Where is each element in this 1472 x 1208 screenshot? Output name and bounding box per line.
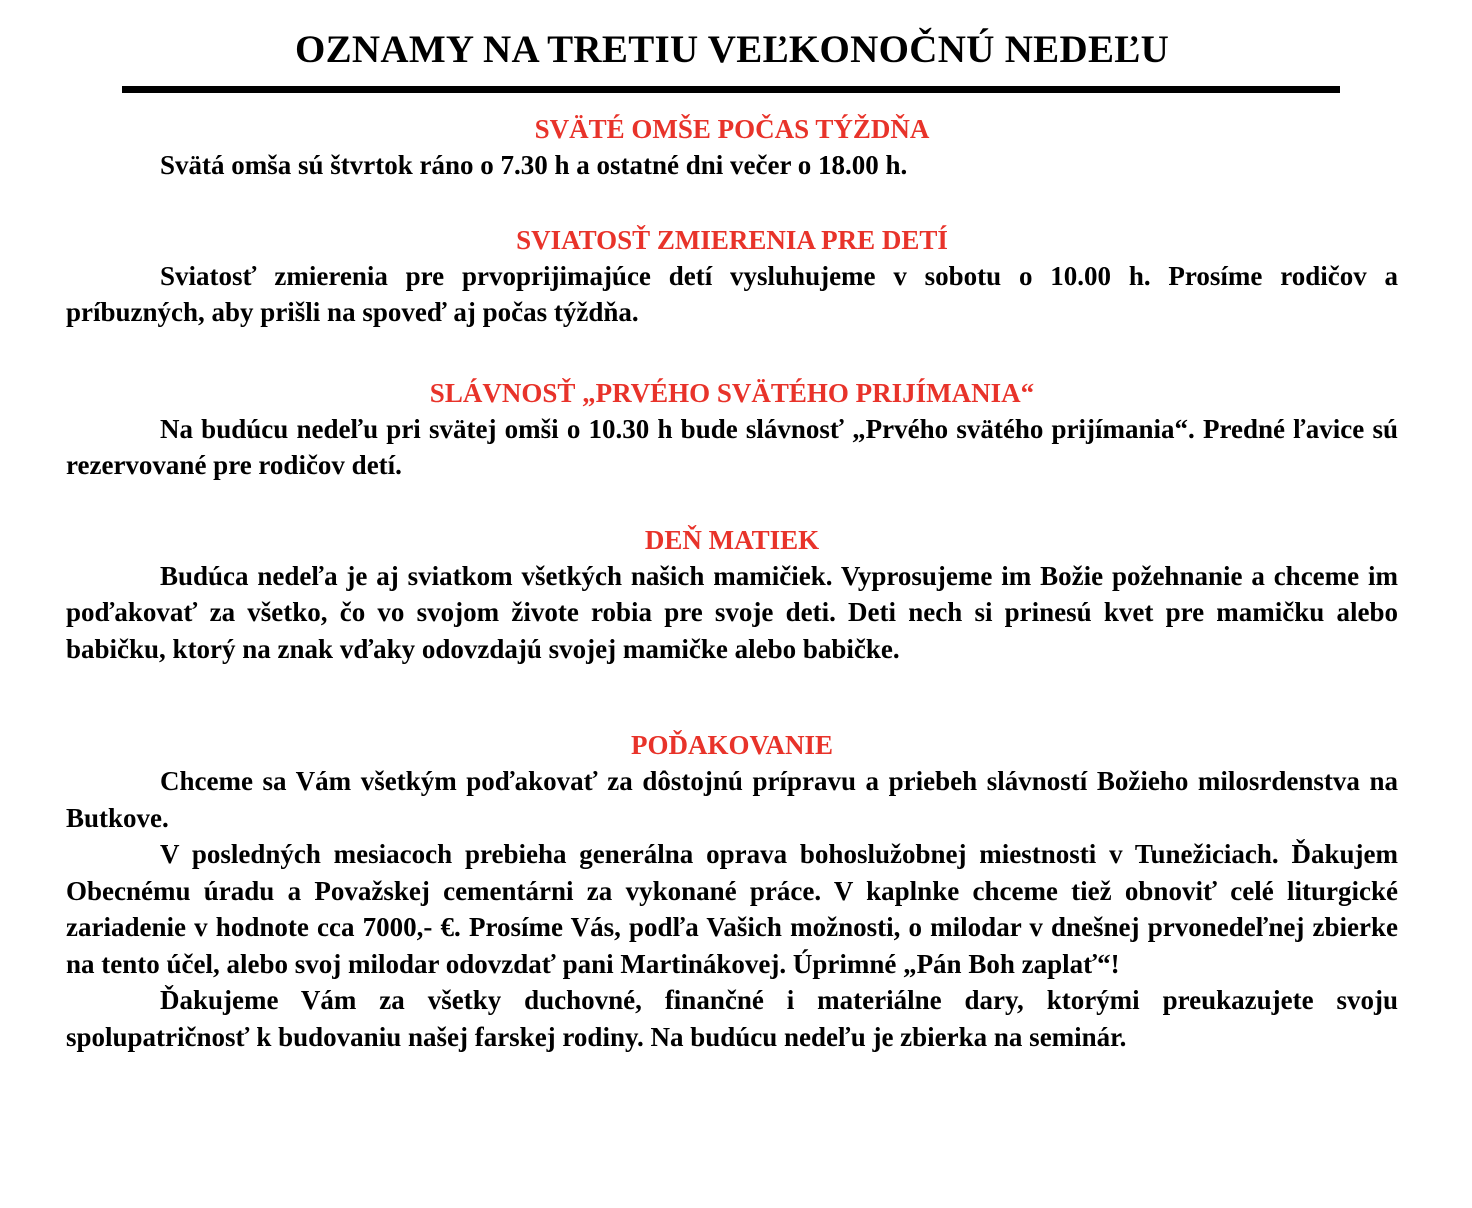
page-title: OZNAMY NA TRETIU VEĽKONOČNÚ NEDEĽU — [294, 28, 1170, 71]
section-mothers-day — [66, 522, 1398, 668]
section-heading-confession: SVIATOSŤ ZMIERENIA PRE DETÍ — [516, 224, 948, 255]
section-masses — [66, 111, 1398, 184]
title-divider — [122, 86, 1340, 93]
section-confession — [66, 222, 1398, 331]
paragraph-thanks-renovation: V posledných mesiacoch prebieha generálna oprava bohoslužobnej miestnosti v Tunežiciach. Ďakujem Obecnému úradu a Považskej cementárni za vykonané práce. V kaplnke chceme tiež obnoviť celé liturgické zariadenie v hodnote cca 7000,- €. Prosíme Vás, podľa Vašich možnosti, o milodar v dnešnej prvonedeľnej zbierke na tento účel, alebo svoj milodar odovzdať pani Martinákovej. Úprimné „Pán Boh zaplať“! — [66, 839, 1398, 979]
paragraph-mothers-day: Budúca nedeľa je aj sviatkom všetkých našich mamičiek. Vyprosujeme im Božie požehnanie a chceme im poďakovať za všetko, čo vo svojom živote robia pre svoje deti. Deti nech si prinesú kvet pre mamičku alebo babičku, ktorý na znak vďaky odovzdajú svojej mamičke alebo babičke. — [66, 560, 1398, 664]
section-heading-masses: SVÄTÉ OMŠE POČAS TÝŽDŇA — [534, 114, 930, 144]
section-heading-mothers-day: DEŇ MATIEK — [644, 524, 820, 555]
paragraph-first-communion: Na budúcu nedeľu pri svätej omši o 10.30 h bude slávnosť „Prvého svätého prijímania“. Predné ľavice sú rezervované pre rodičov detí. — [66, 413, 1398, 480]
section-thanks — [66, 727, 1398, 1055]
paragraph-confession: Sviatosť zmierenia pre prvoprijimajúce detí vysluhujeme v sobotu o 10.00 h. Prosíme rodičov a príbuzných, aby prišli na spoveď aj počas týždňa. — [66, 260, 1398, 327]
paragraph-masses: Svätá omša sú štvrtok ráno o 7.30 h a ostatné dni večer o 18.00 h. — [160, 150, 908, 180]
announcement-page — [66, 0, 1398, 1055]
section-heading-first-communion: SLÁVNOSŤ „PRVÉHO SVÄTÉHO PRIJÍMANIA“ — [429, 377, 1035, 408]
paragraph-thanks-butkov: Chceme sa Vám všetkým poďakovať za dôstojnú prípravu a priebeh slávností Božieho milosrdenstva na Butkove. — [66, 766, 1398, 833]
paragraph-thanks-gifts: Ďakujeme Vám za všetky duchovné, finančné i materiálne dary, ktorými preukazujete svoju spolupatričnosť k budovaniu našej farskej rodiny. Na budúcu nedeľu je zbierka na seminár. — [66, 985, 1398, 1052]
section-heading-thanks: POĎAKOVANIE — [630, 730, 834, 760]
section-first-communion — [66, 375, 1398, 484]
